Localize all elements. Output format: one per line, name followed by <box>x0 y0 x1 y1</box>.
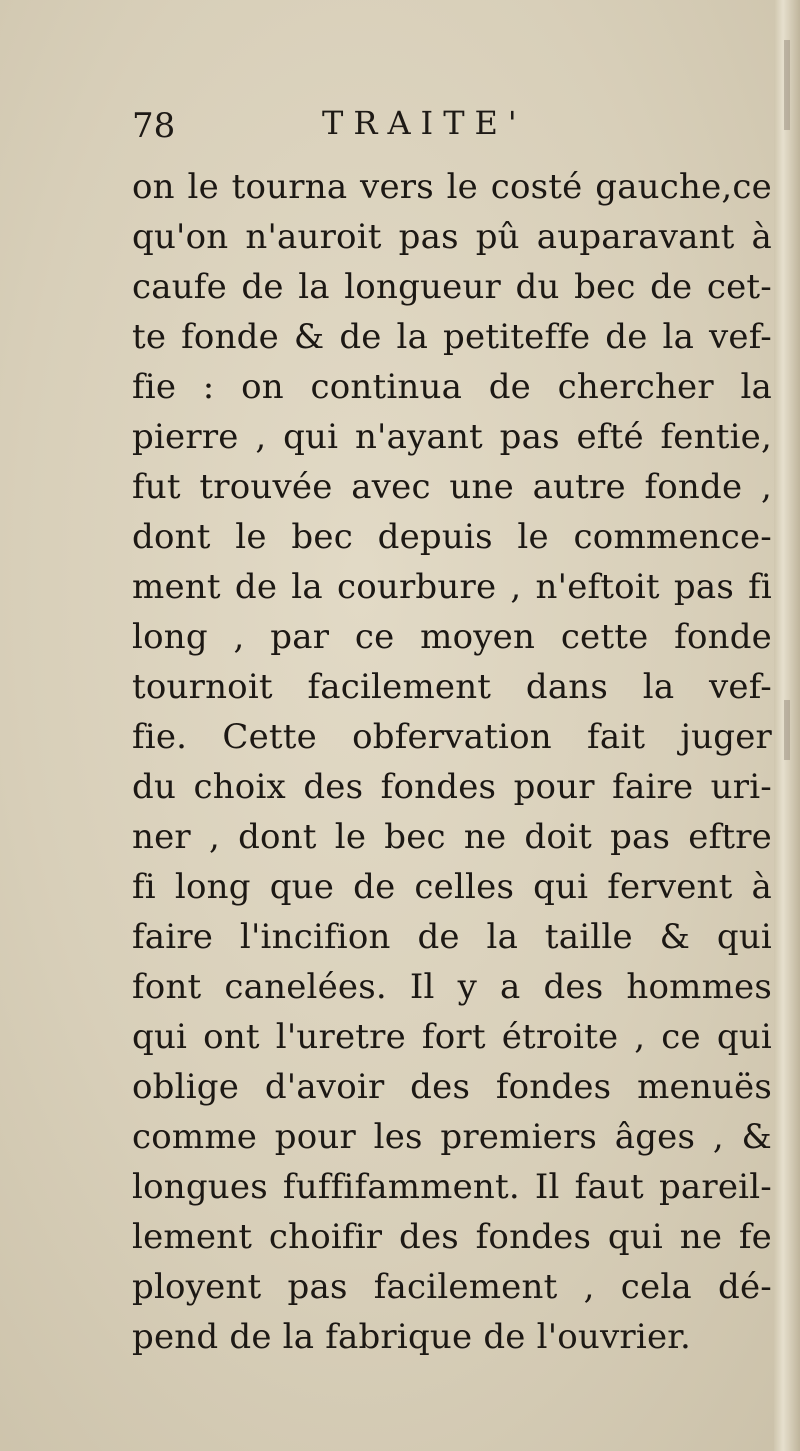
body-text <box>132 162 772 1362</box>
text-line: fie. Cette obfervation fait juger <box>132 717 772 757</box>
text-line: tournoit facilement dans la vef- <box>132 667 772 707</box>
text-line: ployent pas facilement , cela dé- <box>132 1267 772 1307</box>
page-header <box>132 102 772 162</box>
text-line: fi long que de celles qui fervent à <box>132 867 772 907</box>
running-title: TRAITE' <box>322 104 527 142</box>
text-line: dont le bec depuis le commence- <box>132 517 772 557</box>
text-line: du choix des fondes pour faire uri- <box>132 767 772 807</box>
text-line: longues fuffifamment. Il faut pareil- <box>132 1167 772 1207</box>
page-number: 78 <box>132 106 176 146</box>
text-line: comme pour les premiers âges , & <box>132 1117 772 1157</box>
text-line: on le tourna vers le costé gauche,ce <box>132 167 772 207</box>
text-line: qu'on n'auroit pas pû auparavant à <box>132 217 772 257</box>
edge-shadow <box>784 700 790 760</box>
text-line: ment de la courbure , n'eftoit pas fi <box>132 567 772 607</box>
text-line: lement choifir des fondes qui ne fe <box>132 1217 772 1257</box>
text-line: qui ont l'uretre fort étroite , ce qui <box>132 1017 772 1057</box>
text-line: oblige d'avoir des fondes menuës <box>132 1067 772 1107</box>
text-line: ner , dont le bec ne doit pas eftre <box>132 817 772 857</box>
text-line: font canelées. Il y a des hommes <box>132 967 772 1007</box>
page-edge <box>774 0 800 1451</box>
text-line: long , par ce moyen cette fonde <box>132 617 772 657</box>
text-line: pend de la fabrique de l'ouvrier. <box>132 1317 692 1357</box>
text-line: fut trouvée avec une autre fonde , <box>132 467 772 507</box>
text-line: pierre , qui n'ayant pas efté fentie, <box>132 417 772 457</box>
text-line: te fonde & de la petiteffe de la vef- <box>132 317 772 357</box>
text-line: faire l'incifion de la taille & qui <box>132 917 772 957</box>
text-line: fie : on continua de chercher la <box>132 367 772 407</box>
text-line: caufe de la longueur du bec de cet- <box>132 267 772 307</box>
edge-shadow <box>784 40 790 130</box>
